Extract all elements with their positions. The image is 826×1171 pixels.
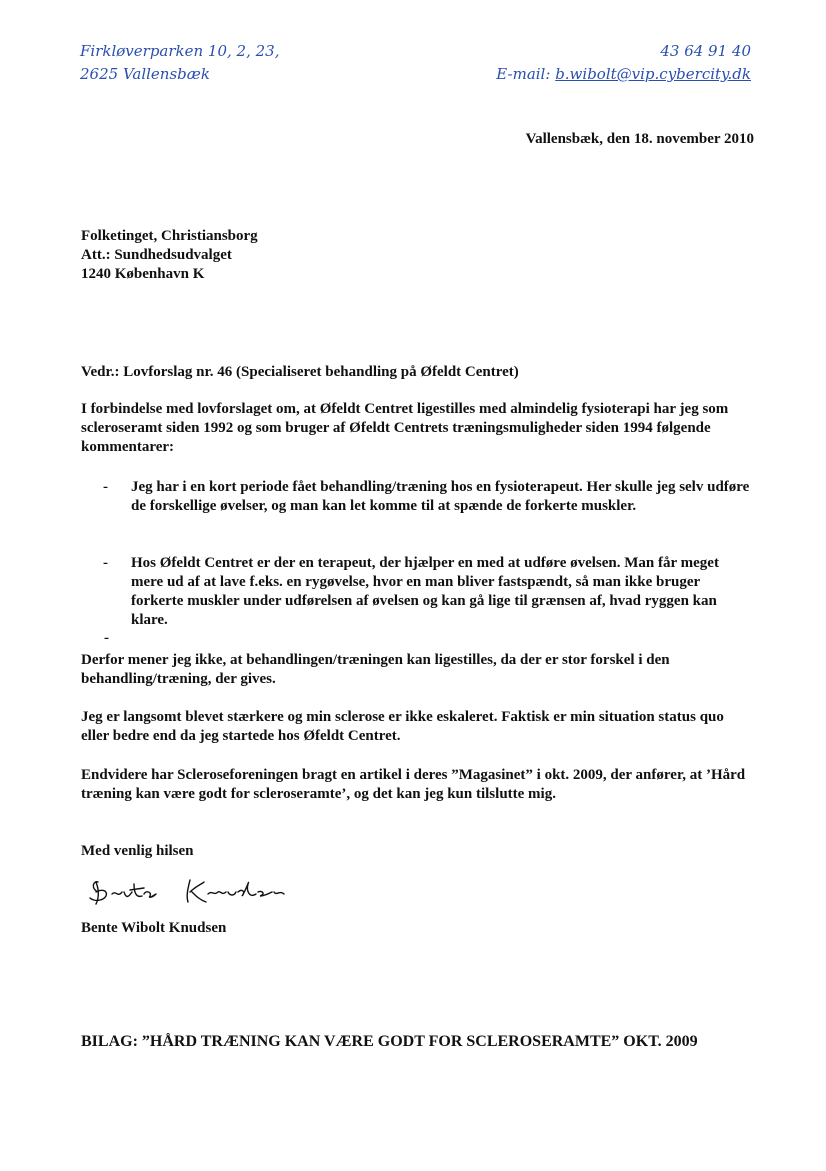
body-paragraph: Endvidere har Scleroseforeningen bragt en artikel i deres ”Magasinet” i okt. 2009, der anfører, at ’Hård træning kan være godt for scleroseramte’, og det kan jeg kun tilslutte mig. <box>81 767 746 802</box>
recipient-line-2: Att.: Sundhedsudvalget <box>81 247 232 263</box>
body-paragraph: Jeg er langsomt blevet stærkere og min sclerose er ikke eskaleret. Faktisk er min situation status quo eller bedre end da jeg startede hos Øfeldt Centret. <box>81 709 724 744</box>
bullet-text: Hos Øfeldt Centret er der en terapeut, der hjælper en med at udføre øvelsen. Man får meget mere ud af at lave f.eks. en rygøvelse, hvor en man bliver fastspændt, så man ikke bruger forkerte muskler under udførelsen af øvelsen og kan gå lige til grænsen af, hvad ryggen kan klare. <box>131 555 719 628</box>
bullet-marker: - <box>103 555 108 571</box>
handwritten-signature <box>86 870 296 910</box>
address-line-1: Firkløverparken 10, 2, 23, <box>80 42 280 60</box>
email-line <box>496 63 751 86</box>
email-label: E-mail: <box>496 65 556 83</box>
recipient-line-1: Folketinget, Christiansborg <box>81 228 258 244</box>
attachment-note: BILAG: ”HÅRD TRÆNING KAN VÆRE GODT FOR SCLEROSERAMTE” OKT. 2009 <box>81 1033 698 1050</box>
email-link[interactable]: b.wibolt@vip.cybercity.dk <box>555 65 751 83</box>
recipient-address <box>81 227 753 284</box>
empty-bullet-marker: - <box>104 630 109 646</box>
phone-number: 43 64 91 40 <box>660 42 751 60</box>
signer-name: Bente Wibolt Knudsen <box>81 920 227 936</box>
address-line-2: 2625 Vallensbæk <box>80 65 210 83</box>
recipient-line-3: 1240 København K <box>81 266 205 282</box>
bullet-marker: - <box>103 479 108 495</box>
body-paragraph: Derfor mener jeg ikke, at behandlingen/træningen kan ligestilles, da der er stor forskel i den behandling/træning, der gives. <box>81 652 670 687</box>
closing-salutation: Med venlig hilsen <box>81 843 194 859</box>
letterhead-address <box>80 40 279 86</box>
bullet-text: Jeg har i en kort periode fået behandling/træning hos en fysioterapeut. Her skulle jeg selv udføre de forskellige øvelser, og man kan let komme til at spænde de forkerte muskler. <box>131 479 750 514</box>
letterhead-contact <box>496 40 751 86</box>
intro-paragraph: I forbindelse med lovforslaget om, at Øfeldt Centret ligestilles med almindelig fysioterapi har jeg som scleroseramt siden 1992 og som bruger af Øfeldt Centrets træningsmuligheder siden 1994 følgende kommentarer: <box>81 401 729 455</box>
subject-line: Vedr.: Lovforslag nr. 46 (Specialiseret behandling på Øfeldt Centret) <box>81 364 519 380</box>
letter-date: Vallensbæk, den 18. november 2010 <box>525 131 754 147</box>
